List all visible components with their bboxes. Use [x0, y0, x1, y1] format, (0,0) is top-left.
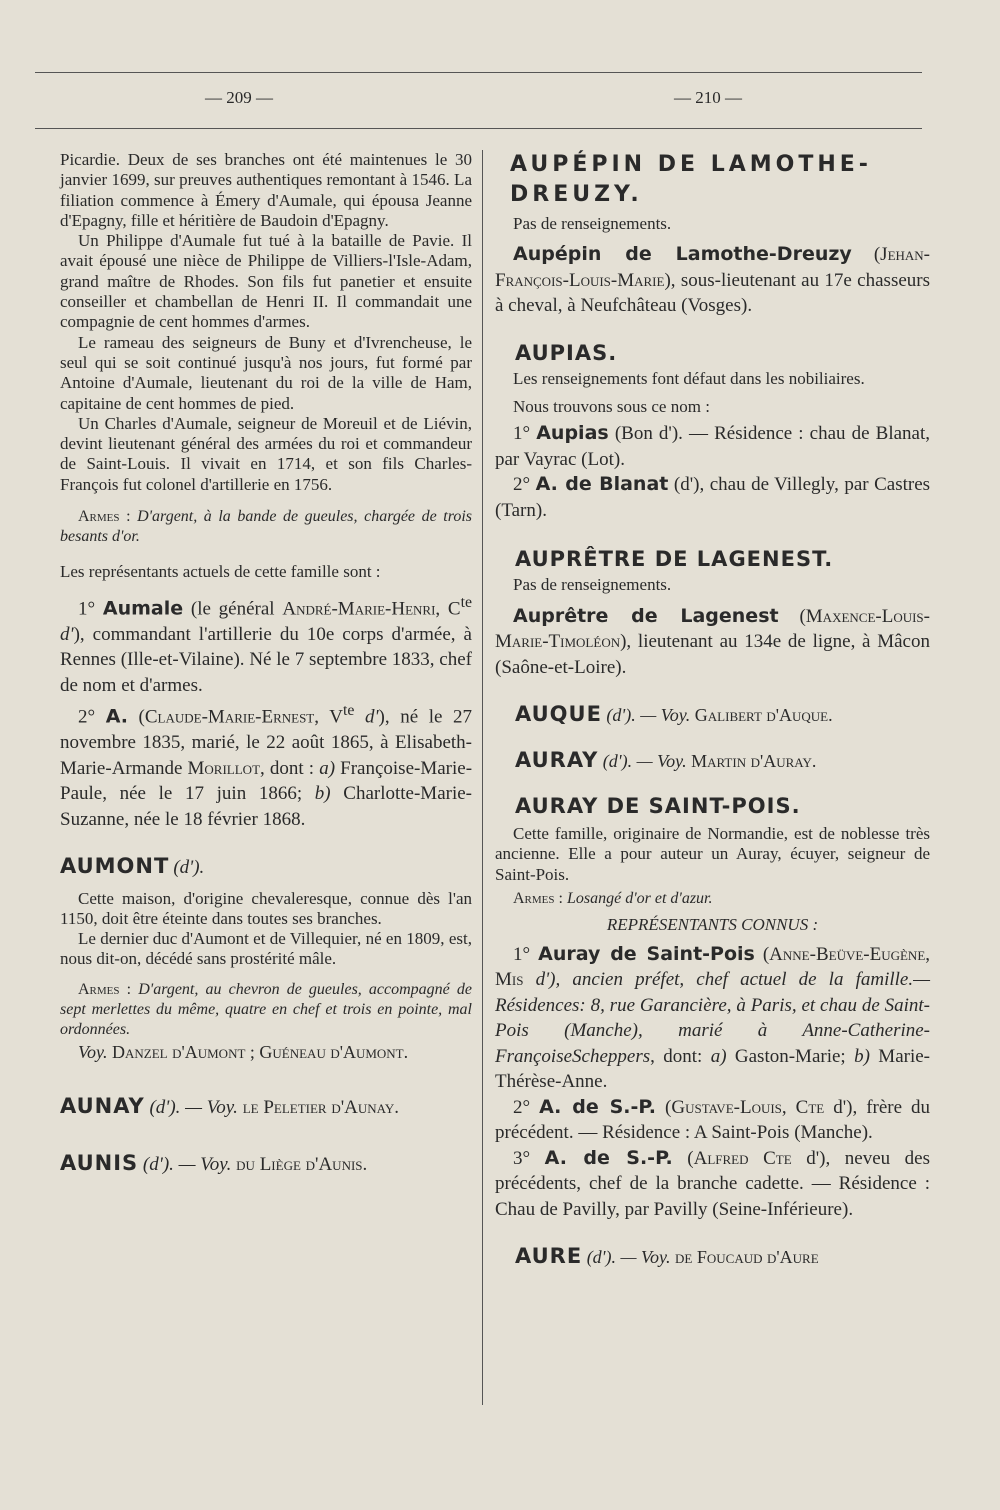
- page-number-right: — 210 —: [674, 88, 742, 107]
- page-number-left: — 209 —: [205, 88, 273, 107]
- paragraph: Un Charles d'Aumale, seigneur de Moreuil et de Liévin, devint lieutenant général des armées du roi et commandeur de Saint-Louis. Il vivait en 1714, et son fils Charles-François fut colonel d'artillerie en 1756.: [60, 413, 472, 494]
- paragraph: Picardie. Deux de ses branches ont été maintenues le 30 janvier 1699, sur preuves authentiques remontant à 1546. La filiation commence à Émery d'Aumale, qui épousa Jeanne d'Epagny, fille et héritière de Baudoin d'Epagny.: [60, 150, 472, 230]
- right-column: [495, 150, 930, 1268]
- armes-text: Losangé d'or et d'azur.: [566, 890, 713, 908]
- paragraph: Cette famille, originaire de Normandie, est de noblesse très ancienne. Elle a pour auteur un Auray, écuyer, seigneur de Saint-Pois.: [495, 824, 930, 884]
- paragraph: Le dernier duc d'Aumont et de Villequier, né en 1809, est, nous dit-on, décédé sans prostérité mâle.: [60, 929, 472, 969]
- heading-aure: AURE (d'). — Voy. de Foucaud d'Aure: [515, 1244, 819, 1269]
- header-rule: [35, 128, 922, 129]
- armes-label: Armes :: [78, 980, 132, 998]
- armes-label: Armes :: [78, 508, 131, 526]
- entry-auray-1: 1° Auray de Saint-Pois (Anne-Beüve-Eugène, Mis d'), ancien préfet, chef actuel de la famille.—Résidences: 8, rue Garancière, à Paris, et chau de Saint-Pois (Manche), marié à Anne-Catherine-FrançoiseScheppers, dont: a) Gaston-Marie; b) Marie-Thérèse-Anne.: [495, 942, 931, 1093]
- voy-line: Voy. Danzel d'Aumont ; Guéneau d'Aumont.: [78, 1041, 409, 1062]
- paragraph: Un Philippe d'Aumale fut tué à la bataille de Pavie. Il avait épousé une nièce de Philippe de Villiers-l'Isle-Adam, grand maître de Rhodes. Son fils fut panetier et ensuite conseiller et chambellan de Henri II. Il commandait une compagnie de cent hommes d'armes.: [60, 231, 472, 332]
- entry-name: Auprêtre de Lagenest: [513, 604, 779, 627]
- top-rule: [35, 72, 922, 73]
- entry-auray-3: 3° A. de S.-P. (Alfred Cte d'), neveu des précédents, chef de la branche cadette. — Résidence : Chau de Pavilly, par Pavilly (Seine-Inférieure).: [495, 1146, 931, 1220]
- entry-name: Aumale: [102, 597, 184, 620]
- representatives-heading: REPRÉSENTANTS CONNUS :: [606, 915, 819, 935]
- entry-aupepin: Aupépin de Lamothe-Dreuzy (Jehan-François-Louis-Marie), sous-lieutenant au 17e chasseurs à cheval, à Neufchâteau (Vosges).: [495, 243, 931, 317]
- entry-auray-2: 2° A. de S.-P. (Gustave-Louis, Cte d'), frère du précédent. — Résidence : A Saint-Pois (Manche).: [495, 1095, 931, 1144]
- paragraph: Cette maison, d'origine chevaleresque, connue dès l'an 1150, doit être éteinte dans toutes ses branches.: [60, 888, 472, 928]
- entry-aumale-1: 1° Aumale (le général André-Marie-Henri, $C^{te}$ d'), commandant l'artillerie du 10e corps d'armée, à Rennes (Ille-et-Vilaine). Né le 7 septembre 1833, chef de nom et d'armes.: [60, 593, 473, 696]
- heading-aumont: AUMONT (d').: [60, 854, 205, 879]
- entry-auptre: Auprêtre de Lagenest (Maxence-Louis-Marie-Timoléon), lieutenant au 134e de ligne, à Mâcon (Saône-et-Loire).: [495, 604, 930, 678]
- representatives-intro: Les représentants actuels de cette famille sont :: [60, 561, 381, 581]
- paragraph: Nous trouvons sous ce nom :: [513, 397, 710, 417]
- heading-aupepin: AUPÉPIN DE LAMOTHE-DREUZY.: [510, 152, 872, 207]
- heading-aunis: AUNIS (d'). — Voy. du Liège d'Aunis.: [60, 1150, 368, 1175]
- entry-name: A.: [105, 705, 128, 728]
- heading-auque: AUQUE (d'). — Voy. Galibert d'Auque.: [515, 702, 833, 727]
- entry-aupias-1: 1° Aupias (Bon d'). — Résidence : chau de Blanat, par Vayrac (Lot).: [495, 422, 931, 470]
- paragraph: Pas de renseignements.: [513, 214, 672, 233]
- paragraph: Pas de renseignements.: [513, 575, 672, 595]
- entry-aupias-2: 2° A. de Blanat (d'), chau de Villegly, par Castres (Tarn).: [495, 473, 931, 521]
- heading-auray-saint-pois: AURAY DE SAINT-POIS.: [515, 794, 801, 819]
- entry-name: A. de Blanat: [535, 473, 669, 496]
- entry-name: Auray de Saint-Pois: [538, 942, 755, 965]
- heading-aupias: AUPIAS.: [515, 340, 618, 365]
- entry-name: A. de S.-P.: [539, 1095, 657, 1118]
- left-column: [60, 150, 472, 1176]
- armes-text: D'argent, à la bande de gueules, chargée de trois besants d'or.: [60, 508, 472, 546]
- armes-line: [60, 507, 472, 548]
- column-divider: [482, 150, 483, 1405]
- heading-auray: AURAY (d'). — Voy. Martin d'Auray.: [515, 748, 817, 773]
- heading-aunay: AUNAY (d'). — Voy. le Peletier d'Aunay.: [60, 1093, 399, 1118]
- entry-aumale-2: 2° A. (Claude-Marie-Ernest, $V^{te}$ d'), né le 27 novembre 1835, marié, le 22 août 1865, à Elisabeth-Marie-Armande Morillot, dont : a) Françoise-Marie-Paule, née le 17 juin 1866; b) Charlotte-Marie-Suzanne, née le 18 février 1868.: [60, 702, 473, 830]
- paragraph: Le rameau des seigneurs de Buny et d'Ivrencheuse, le seul qui se soit continué jusqu'à nos jours, fut formé par Antoine d'Aumale, lieutenant du roi de la ville de Ham, capitaine de cent hommes de pied.: [60, 332, 472, 413]
- armes-line: [60, 980, 472, 1041]
- paragraph: Les renseignements font défaut dans les nobiliaires.: [513, 368, 865, 388]
- armes-label: Armes :: [513, 890, 563, 908]
- entry-name: Aupias: [536, 422, 609, 445]
- armes-text: D'argent, au chevron de gueules, accompagné de sept merlettes du même, quatre en chef et trois en pointe, mal ordonnées.: [60, 980, 472, 1039]
- heading-auptre: AUPRÊTRE DE LAGENEST.: [515, 547, 834, 572]
- entry-name: Aupépin de Lamothe-Dreuzy: [513, 243, 852, 266]
- entry-name: A. de S.-P.: [544, 1146, 673, 1169]
- armes-line: [495, 889, 930, 909]
